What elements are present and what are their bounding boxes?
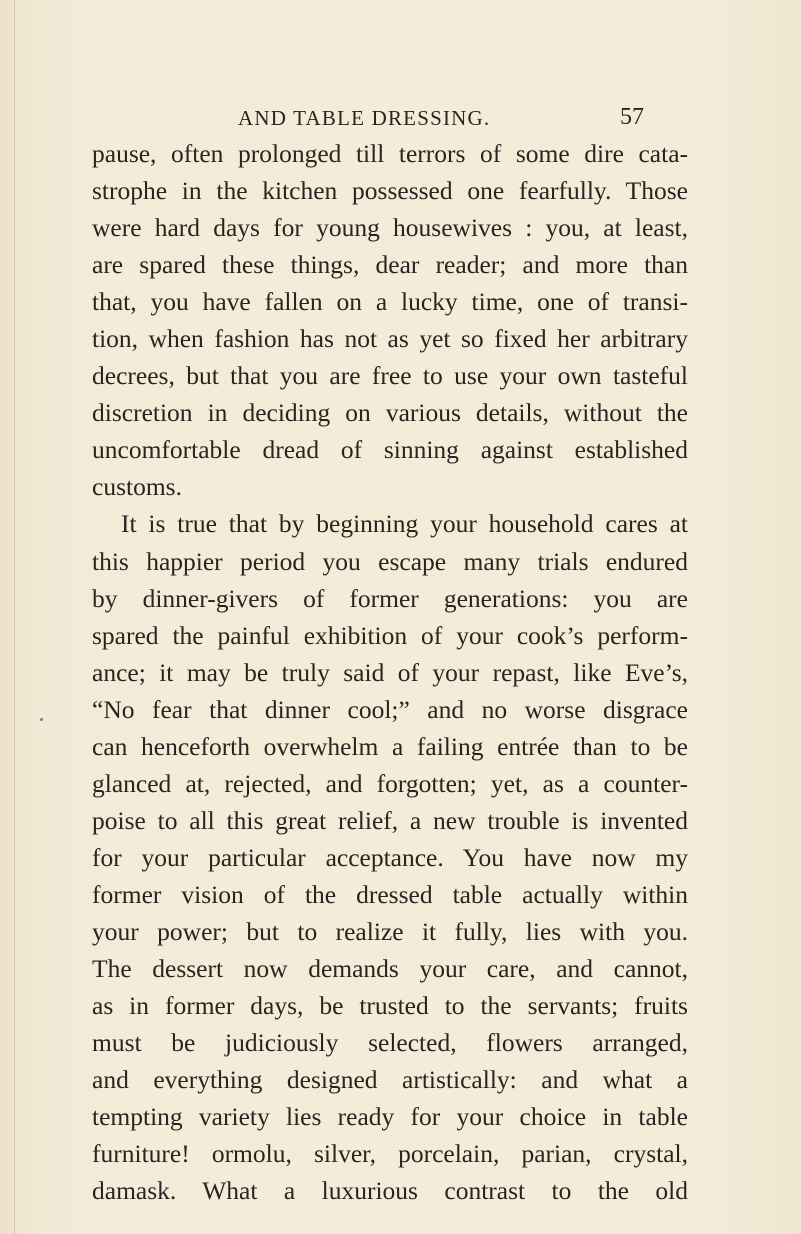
text-line: this happier period you escape many trials endured <box>92 546 688 576</box>
text-line: ance; it may be truly said of your repast, like Eve’s, <box>92 657 688 687</box>
running-head: AND TABLE DRESSING. <box>238 106 491 130</box>
text-line: glanced at, rejected, and forgotten; yet, as a counter- <box>92 768 688 798</box>
text-line: decrees, but that you are free to use your own tasteful <box>92 361 688 391</box>
text-line: tion, when fashion has not as yet so fixed her arbitrary <box>92 324 688 354</box>
text-line: and everything designed artistically: and what a <box>92 1065 688 1095</box>
page-number: 57 <box>620 104 644 130</box>
text-line: that, you have fallen on a lucky time, one of transi- <box>92 287 688 317</box>
text-line: tempting variety lies ready for your choice in table <box>92 1102 688 1132</box>
text-line: “No fear that dinner cool;” and no worse disgrace <box>92 694 688 724</box>
text-line: spared the painful exhibition of your cook’s perform- <box>92 620 688 650</box>
text-line: must be judiciously selected, flowers arranged, <box>92 1028 688 1058</box>
text-line: pause, often prolonged till terrors of some dire cata- <box>92 139 688 168</box>
text-line: It is true that by beginning your household cares at <box>121 509 688 539</box>
text-line: damask. What a luxurious contrast to the old <box>92 1176 688 1206</box>
text-line: as in former days, be trusted to the servants; fruits <box>92 991 688 1021</box>
text-line: former vision of the dressed table actually within <box>92 879 688 909</box>
margin-speck <box>40 718 43 721</box>
page-header <box>0 106 801 136</box>
text-line: uncomfortable dread of sinning against established <box>92 435 688 465</box>
page-edge-shadow <box>14 0 15 1234</box>
text-line: your power; but to realize it fully, lies with you. <box>92 916 688 946</box>
text-line: by dinner-givers of former generations: you are <box>92 583 688 613</box>
text-line: strophe in the kitchen possessed one fearfully. Those <box>92 176 688 206</box>
text-line: poise to all this great relief, a new trouble is invented <box>92 805 688 835</box>
text-line: customs. <box>92 472 182 502</box>
body-text <box>92 135 688 1209</box>
text-line: furniture! ormolu, silver, porcelain, parian, crystal, <box>92 1139 688 1169</box>
text-line: discretion in deciding on various details, without the <box>92 398 688 428</box>
text-line: The dessert now demands your care, and cannot, <box>92 954 688 984</box>
text-line: are spared these things, dear reader; and more than <box>92 250 688 280</box>
text-line: for your particular acceptance. You have now my <box>92 842 688 872</box>
text-line: were hard days for young housewives : you, at least, <box>92 213 688 243</box>
text-line: can henceforth overwhelm a failing entrée than to be <box>92 731 688 761</box>
